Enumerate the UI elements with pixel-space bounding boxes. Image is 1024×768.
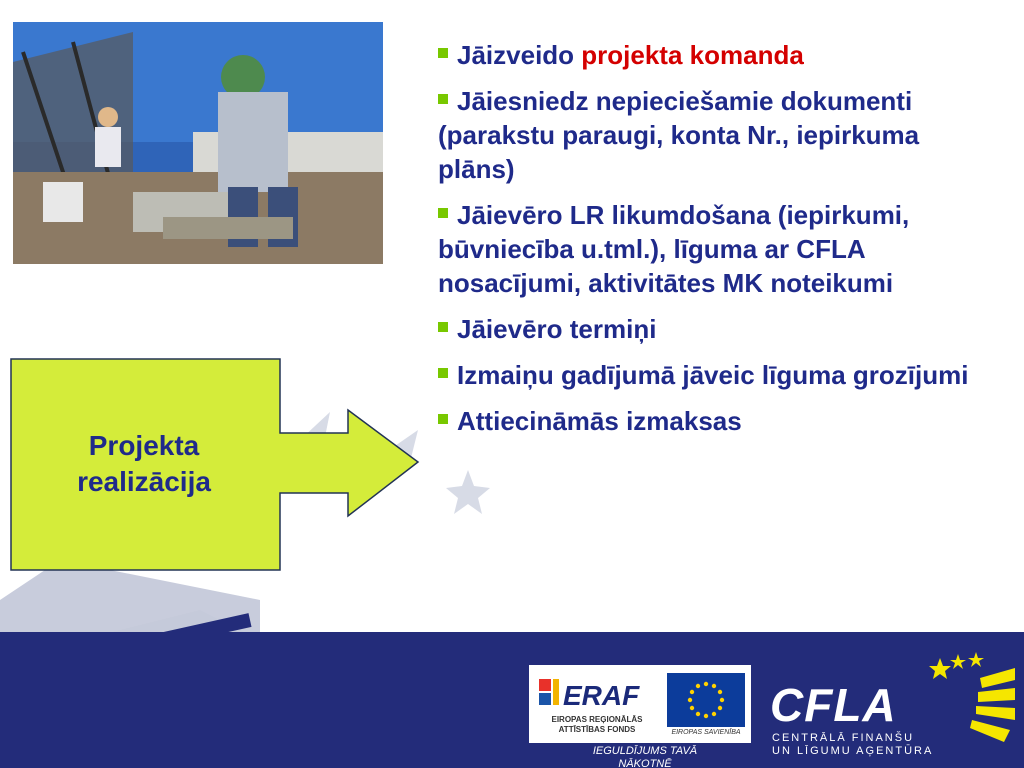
callout-line-1: Projekta (88, 430, 200, 461)
bullet-list (438, 38, 998, 450)
bullet-text: Jāiesniedz nepieciešamie dokumenti (parakstu paraugi, konta Nr., iepirkuma plāns) (438, 86, 920, 184)
bullet-text: Jāievēro termiņi (457, 314, 657, 344)
cfla-subtitle-line-1: CENTRĀLĀ FINANŠU (772, 732, 915, 744)
eraf-logo-icon (537, 673, 657, 713)
eraf-caption-line-2: ATTĪSTĪBAS FONDS (558, 725, 636, 734)
eu-caption: EIROPAS SAVIENĪBA (671, 729, 741, 736)
cfla-logo (770, 648, 1020, 758)
cfla-star-fan-icon (920, 648, 1020, 748)
bullet-square-icon (438, 322, 448, 332)
bullet-square-icon (438, 368, 448, 378)
investment-slogan-line-1: IEGULDĪJUMS TAVĀ (592, 745, 698, 757)
callout-line-2: realizācija (77, 466, 211, 497)
callout-label (14, 428, 274, 500)
bullet-square-icon (438, 94, 448, 104)
eraf-caption-line-1: EIROPAS REĢIONĀLĀS (551, 715, 643, 724)
eraf-eu-logo-box (529, 665, 751, 743)
bullet-square-icon (438, 208, 448, 218)
bullet-text: Jāievēro LR likumdošana (iepirkumi, būvniecība u.tml.), līguma ar CFLA nosacījumi, aktivitātes MK noteikumi (438, 200, 910, 298)
bullet-accent: projekta komanda (581, 40, 804, 70)
eu-flag-icon (667, 673, 745, 727)
cfla-subtitle-line-2: UN LĪGUMU AĢENTŪRA (772, 745, 934, 757)
eraf-caption (537, 715, 657, 735)
cfla-logo-word: CFLA (770, 679, 897, 731)
bullet-item (438, 404, 998, 438)
bullet-prefix: Jāizveido (457, 40, 582, 70)
investment-slogan-line-2: NĀKOTNĒ (618, 758, 672, 768)
construction-photo (13, 22, 383, 264)
bullet-square-icon (438, 48, 448, 58)
eraf-logo-word: ERAF (563, 680, 640, 711)
bullet-item (438, 38, 998, 72)
bullet-item (438, 358, 998, 392)
bullet-text: Attiecināmās izmaksas (457, 406, 742, 436)
bullet-item (438, 312, 998, 346)
investment-slogan (555, 745, 735, 768)
bullet-square-icon (438, 414, 448, 424)
cfla-subtitle (772, 732, 933, 758)
bullet-item (438, 198, 998, 300)
bullet-text: Izmaiņu gadījumā jāveic līguma grozījumi (457, 360, 969, 390)
bullet-item (438, 84, 998, 186)
